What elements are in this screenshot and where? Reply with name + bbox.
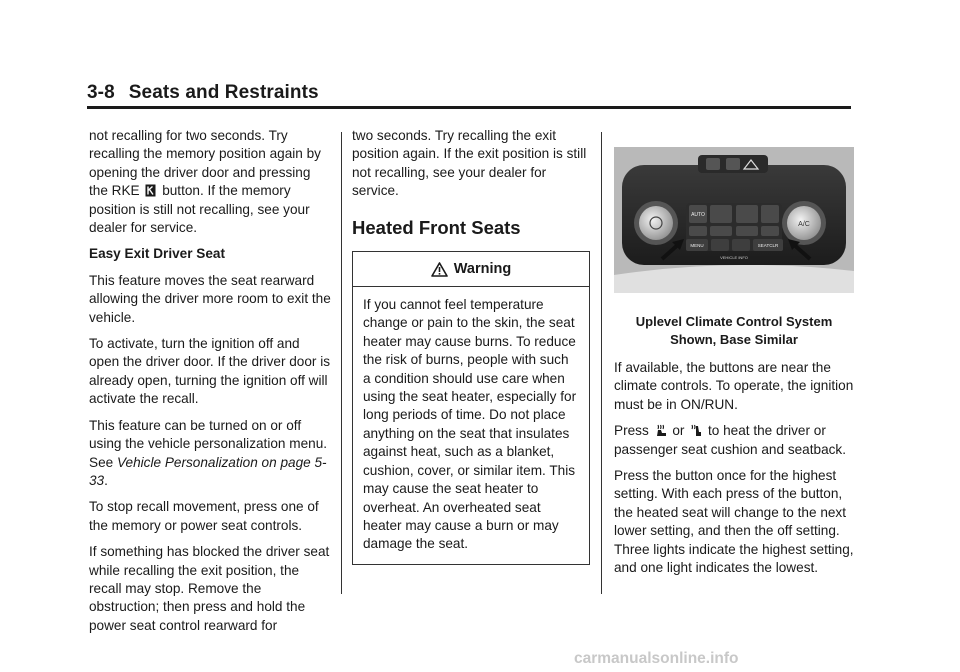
paragraph: This feature moves the seat rearward allowing the driver more room to exit the vehicle. [89, 272, 331, 325]
auto-label: AUTO [691, 212, 705, 218]
paragraph: This feature can be turned on or off using the vehicle personalization menu. See Vehicle Personalization on page 5-33. [89, 417, 328, 488]
warning-header [353, 252, 589, 287]
photo-caption: Uplevel Climate Control System Shown, Base Similar [635, 314, 833, 347]
page-header [87, 82, 319, 104]
vehicle-info-label: VEHICLE INFO [720, 255, 748, 260]
watermark: carmanualsonline.info [574, 650, 739, 667]
seatclr-label: SEATCLR [757, 243, 779, 248]
column-1 [89, 127, 333, 643]
driver-heated-seat-icon [655, 424, 667, 437]
header-rule [87, 106, 851, 109]
rke-key-icon [145, 184, 156, 197]
paragraph: Press or to heat the driver or passenger seat cushion and seatback. [614, 423, 847, 457]
warning-box [352, 251, 590, 565]
warning-text: If you cannot feel temperature change or pain to the skin, the seat heater may cause burns. To reduce the risk of burns, people with such a condition should use care when using the seat heater, especially for long periods of time. Do not place anything on the seat that insulates against heat, such as a blanket, cushion, cover, or similar item. This may cause the seat heater to overheat. An overheated seat heater may cause a burn or may damage the seat. [363, 297, 577, 552]
paragraph: To stop recall movement, press one of the memory or power seat controls. [89, 499, 319, 533]
climate-control-photo [614, 147, 854, 293]
paragraph: If available, the buttons are near the climate controls. To operate, the ignition must be in ON/RUN. [614, 360, 854, 412]
page-number: 3-8 [87, 82, 115, 103]
column-divider [341, 132, 342, 594]
warning-icon [431, 262, 448, 277]
paragraph: To activate, turn the ignition off and open the driver door. If the driver door is already open, turning the ignition off will activate the recall. [89, 336, 331, 407]
column-divider [601, 132, 602, 594]
paragraph: not recalling for two seconds. Try recalling the memory position again by opening the driver door and pressing the RKE button. If the memory position is still not recalling, see your dealer for service. [89, 128, 321, 236]
warning-title: Warning [453, 260, 512, 277]
column-2 [352, 127, 590, 565]
menu-label: MENU [690, 243, 704, 248]
paragraph: two seconds. Try recalling the exit position again. If the exit position is still not recalling, see your dealer for service. [352, 128, 587, 199]
column-3 [614, 147, 854, 585]
cross-reference-link[interactable]: Vehicle Personalization on page 5-33 [89, 454, 327, 488]
passenger-heated-seat-icon [690, 424, 702, 437]
paragraph: Press the button once for the highest setting. With each press of the button, the heated seat will change to the next lower setting, and then the off setting. Three lights indicate the highest setting, and one light indicates the lowest. [614, 468, 854, 576]
section-title: Seats and Restraints [128, 82, 319, 103]
heated-seats-heading: Heated Front Seats [352, 216, 521, 238]
subheading: Easy Exit Driver Seat [89, 246, 226, 262]
ac-label: A/C [798, 221, 810, 228]
paragraph: If something has blocked the driver seat while recalling the exit position, the recall may stop. Remove the obstruction; then press and hold the power seat control rearward for [89, 544, 330, 633]
